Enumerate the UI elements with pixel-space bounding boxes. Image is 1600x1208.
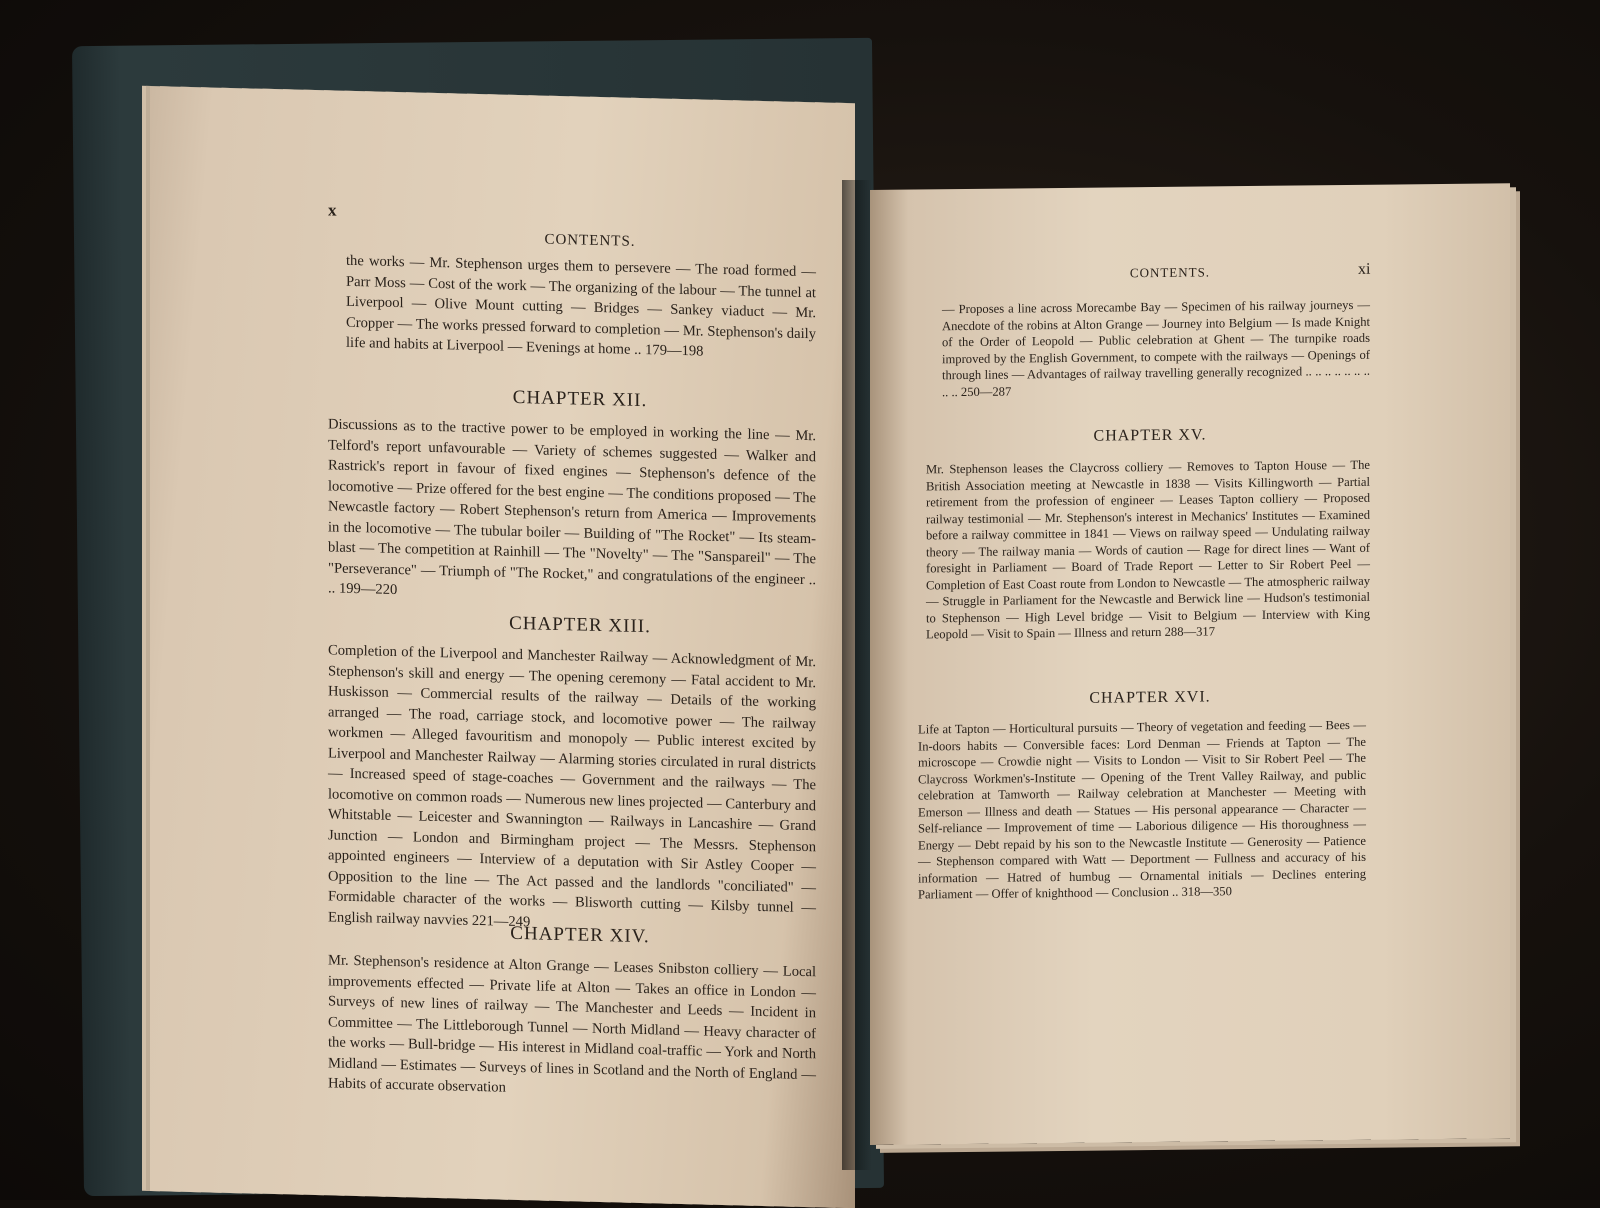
chapter-xv-title: CHAPTER XV. <box>1093 426 1207 445</box>
chapter-xiv-text: Mr. Stephenson's residence at Alton Grange — Leases Snibston colliery — Local improvements effected — Private life at Alton — Takes an office in London — Surveys of new lines of railway — The Manchester and Leeds — Incident in Committee — The Littleborough Tunnel — North Midland — Heavy character of the works — Bull-bridge — His interest in Midland coal-traffic — York and North Midland — Estimates — Surveys of lines in Scotland and the North of England — Habits of accurate observation <box>328 952 816 1096</box>
left-carryover-text: the works — Mr. Stephenson urges them to persevere — The road formed — Parr Moss — Cost of the work — The organizing of the labour — The tunnel at Liverpool — Olive Mount cutting — Bridges — Sankey viaduct — Mr. Cropper — The works pressed forward to completion — Mr. Stephenson's daily life and habits at Liverpool — Evenings at home .. 179—198 <box>346 252 816 360</box>
right-running-head: CONTENTS. <box>1129 264 1211 281</box>
chapter-xv-text: Mr. Stephenson leases the Claycross colliery — Removes to Tapton House — The British Association meeting at Newcastle in 1838 — Visits Killingworth — Partial retirement from the profession of engineer — Leases Tapton colliery — Proposed railway testimonial — Mr. Stephenson's interest in Mechanics' Institutes — Examined before a railway committee in 1841 — Views on railway speed — Undulating railway theory — The railway mania — Words of caution — Rage for direct lines — Want of foresight in Parliament — Board of Trade Report — Letter to Sir Robert Peel — Completion of East Coast route from London to Newcastle — The atmospheric railway — Struggle in Parliament for the Newcastle and Berwick line — Hudson's testimonial to Stephenson — High Level bridge — Visit to Belgium — Interview with King Leopold — Visit to Spain — Illness and return 288—317 <box>926 457 1370 642</box>
left-carryover <box>346 251 816 365</box>
chapter-xii-text: Discussions as to the tractive power to be employed in working the line — Mr. Telford's report unfavourable — Variety of schemes suggested — Walker and Rastrick's report in favour of fixed engines — Stephenson's defence of the locomotive — Prize offered for the best engine — The conditions proposed — The Newcastle factory — Robert Stephenson's return from America — Improvements in the locomotive — The tubular boiler — Building of "The Rocket" — Its steam-blast — The competition at Rainhill — The "Novelty" — The "Sanspareil" — The "Perseverance" — Triumph of "The Rocket," and congratulations of the engineer .. .. 199—220 <box>328 416 816 599</box>
right-carryover-text: — Proposes a line across Morecambe Bay — Specimen of his railway journeys — Anecdote of the robins at Alton Grange — Journey into Belgium — Is made Knight of the Order of Leopold — Public celebration at Ghent — The turnpike roads improved by the English Government, to compete with the railways — Openings of through lines — Advantages of railway travelling generally recognized .. .. .. .. .. .. .. .. .. 250—287 <box>942 297 1370 399</box>
chapter-xii-title: CHAPTER XII. <box>512 386 648 412</box>
chapter-xiii-summary <box>328 640 816 939</box>
gutter-shadow <box>842 180 872 1170</box>
right-carryover <box>942 297 1370 400</box>
left-running-head: CONTENTS. <box>544 231 636 250</box>
chapter-xiii-title: CHAPTER XIII. <box>509 612 651 638</box>
chapter-xiv-title: CHAPTER XIV. <box>510 922 650 948</box>
left-page <box>150 86 855 1208</box>
chapter-xvi-title: CHAPTER XVI. <box>1089 688 1211 707</box>
chapter-xii-summary <box>328 414 816 610</box>
chapter-xvi-summary <box>918 717 1366 903</box>
chapter-xiii-text: Completion of the Liverpool and Manchester Railway — Acknowledgment of Mr. Stephenson's skill and energy — The opening ceremony — Fatal accident to Mr. Huskisson — Commercial results of the railway — Details of the working arranged — The road, carriage stock, and locomotive power — The railway workmen — Alleged favouritism and monopoly — Public interest excited by Liverpool and Manchester Railway — Alarming stories circulated in rural districts — Increased speed of stage-coaches — Government and the railways — The locomotive on common roads — Numerous new lines projected — Canterbury and Whitstable — Leicester and Swannington — Railways in Lancashire — Grand Junction — London and Birmingham project — The Messrs. Stephenson appointed engineers — Interview of a deputation with Sir Astley Cooper — Opposition to the line — The Act passed and the landlords "conciliated" — Formidable character of the works — Blisworth cutting — Kilsby tunnel — English railway navvies 221—249 <box>328 642 816 930</box>
right-folio: xi <box>1358 260 1371 278</box>
chapter-xv-summary <box>926 457 1370 643</box>
chapter-xvi-text: Life at Tapton — Horticultural pursuits — Theory of vegetation and feeding — Bees — In-doors habits — Conversible faces: Lord Denman — Friends at Tapton — The microscope — Crowdie night — Visits to London — Visit to Sir Robert Peel — The Claycross Workmen's-Institute — Opening of the Trent Valley Railway, and public celebration at Tamworth — Railway celebration at Manchester — Meeting with Emerson — Illness and death — Statues — His personal appearance — Character — Self-reliance — Improvement of time — Laborious diligence — His thoroughness — Energy — Debt repaid by his son to the Newcastle Institute — Generosity — Patience — Stephenson compared with Watt — Deportment — Fullness and accuracy of his information — Hatred of humbug — Ornamental initials — Declines entering Parliament — Offer of knighthood — Conclusion .. 318—350 <box>918 717 1366 902</box>
chapter-xiv-summary <box>328 950 816 1105</box>
right-page <box>870 183 1510 1145</box>
left-folio: x <box>328 200 337 220</box>
